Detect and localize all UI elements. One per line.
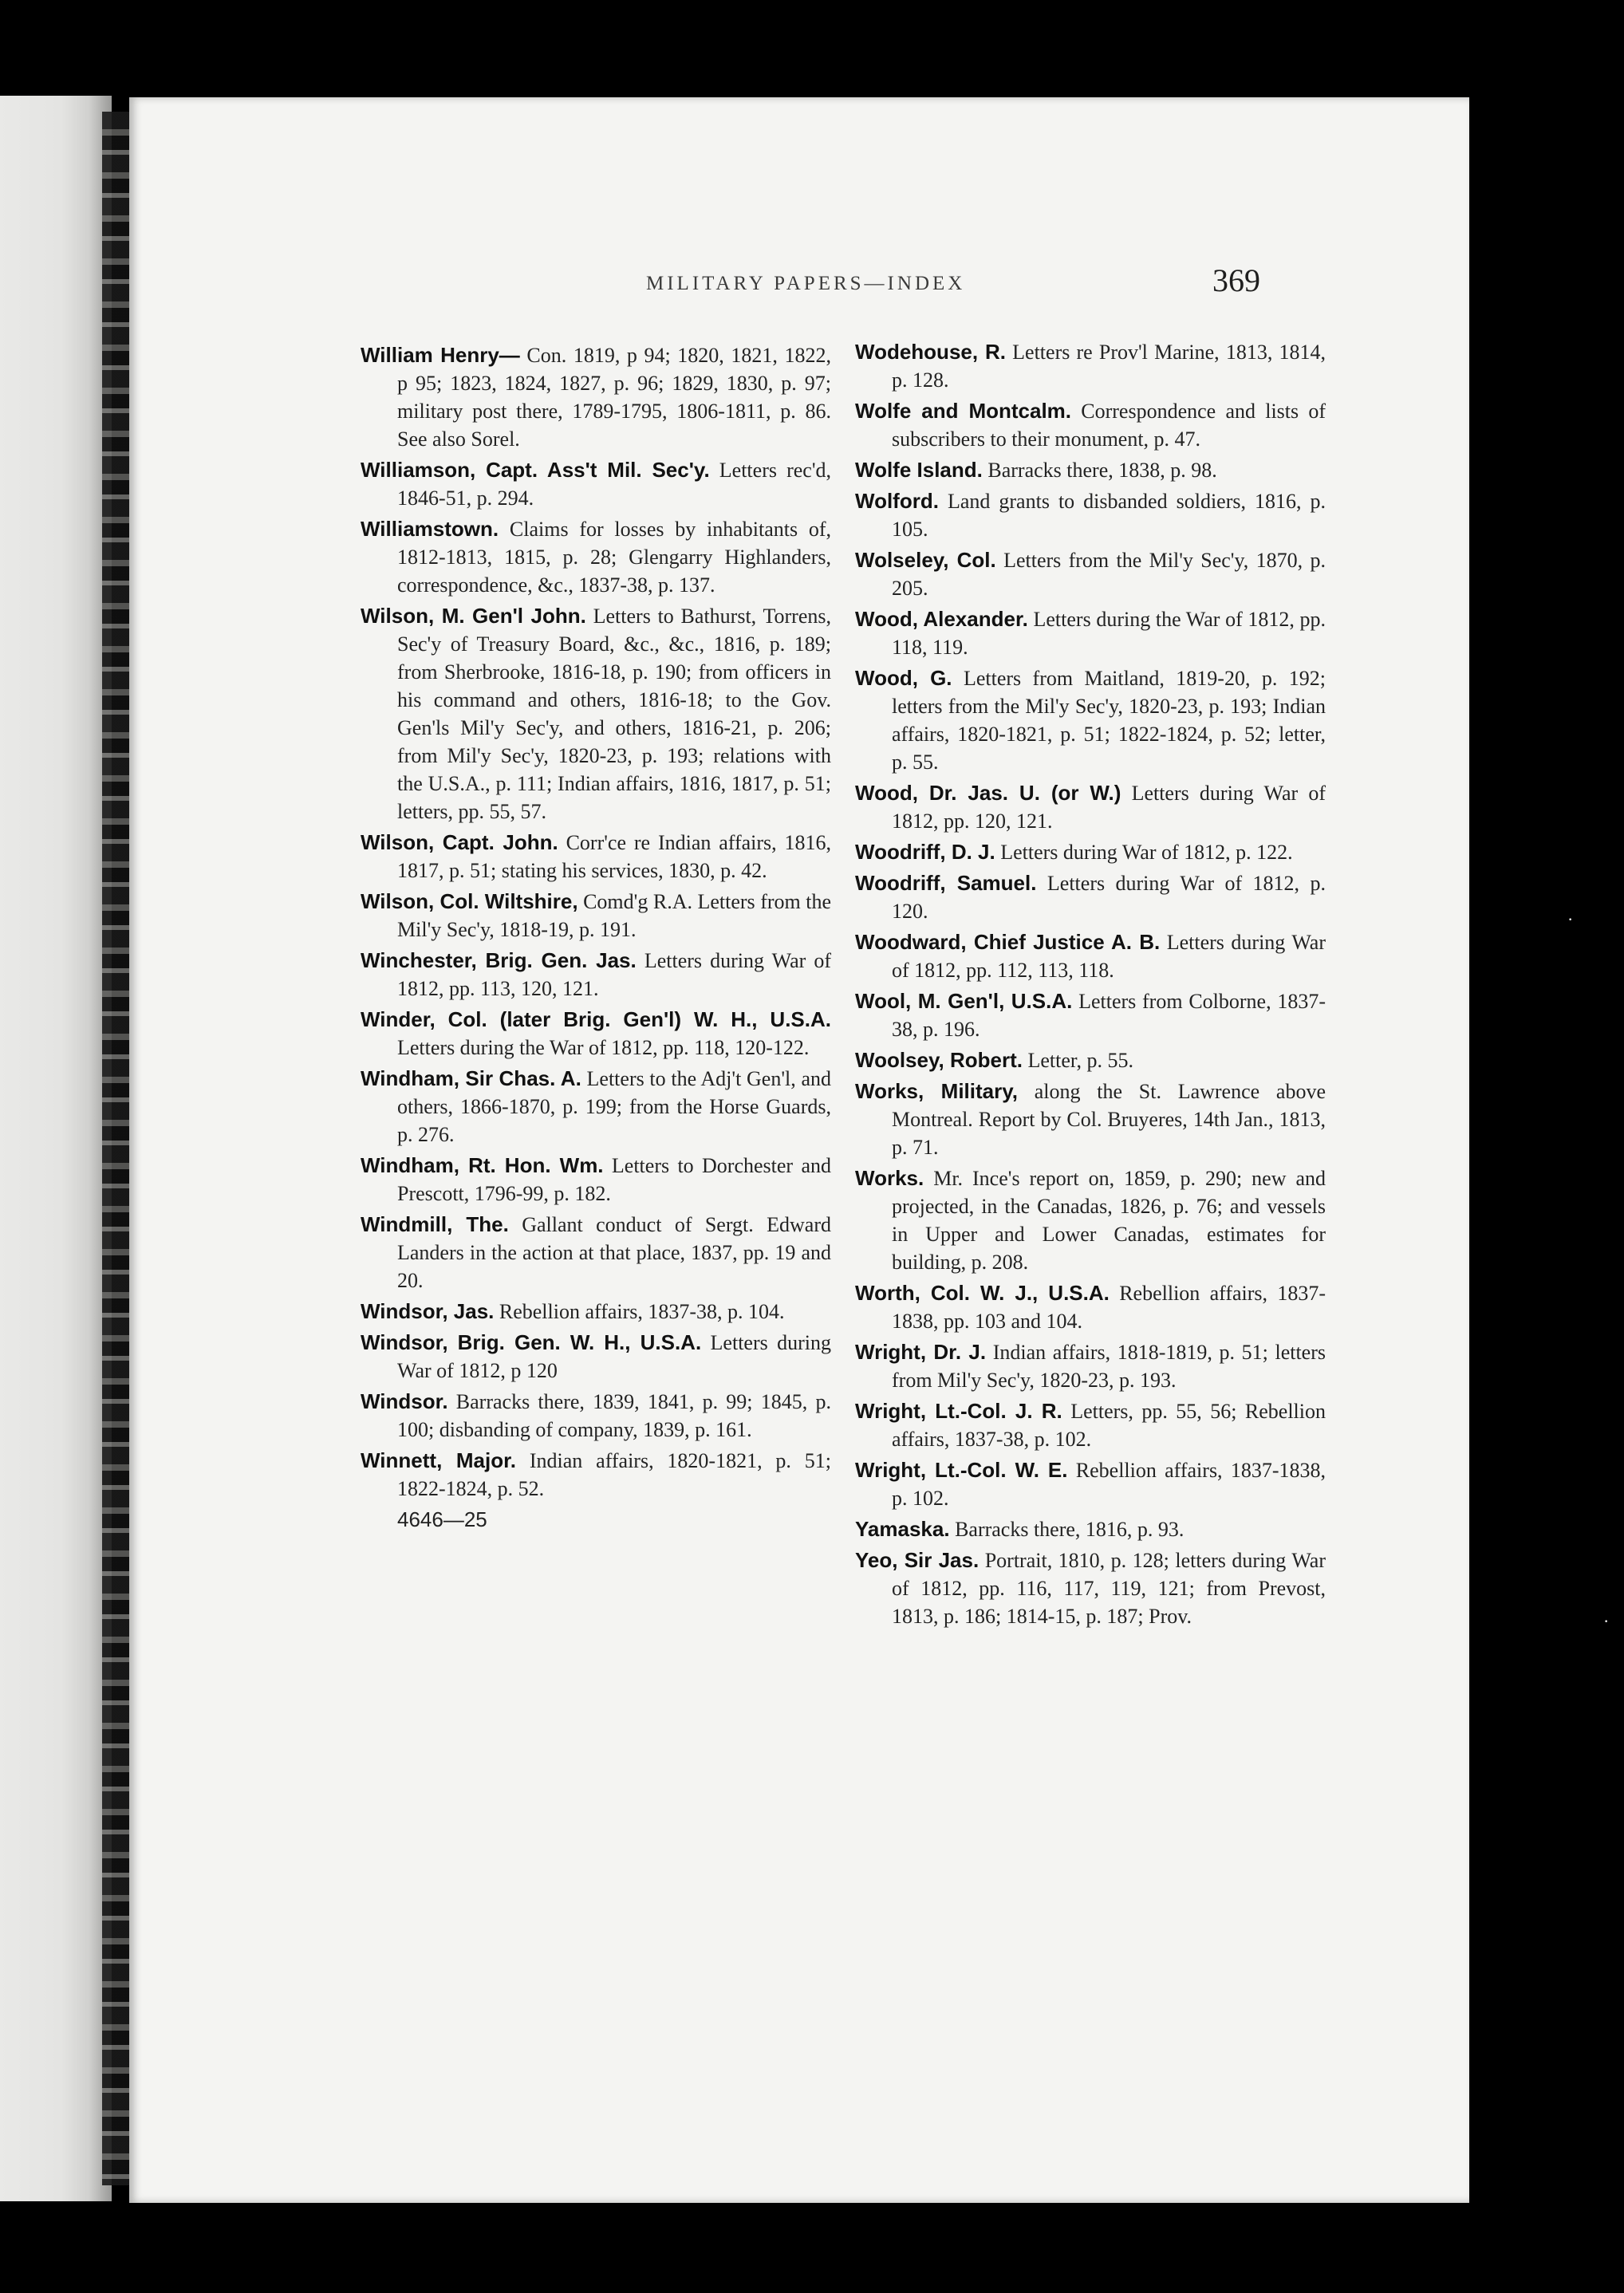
index-entry (361, 515, 831, 599)
entry-heading: Wilson, M. Gen'l John. (361, 604, 586, 628)
entry-text: Letters during the War of 1812, pp. 118, 119. (892, 608, 1326, 659)
entry-text: Rebellion affairs, 1837-1838, p. 102. (892, 1459, 1326, 1510)
entry-heading: Windham, Rt. Hon. Wm. (361, 1153, 604, 1177)
index-entry (855, 1046, 1326, 1074)
index-entry (855, 1078, 1326, 1161)
entry-heading: Winchester, Brig. Gen. Jas. (361, 948, 637, 972)
entry-text: Letters from the Mil'y Sec'y, 1870, p. 205. (892, 549, 1326, 600)
index-entry (361, 829, 831, 884)
entry-text: Letters during War of 1812, p. 120. (892, 872, 1326, 923)
entry-heading: Wright, Lt.-Col. W. E. (855, 1458, 1068, 1482)
entry-heading: Wolfe Island. (855, 458, 983, 482)
entry-text: Letters, pp. 55, 56; Rebellion affairs, 1837-38, p. 102. (892, 1400, 1326, 1451)
entry-heading: Wool, M. Gen'l, U.S.A. (855, 989, 1073, 1013)
scan-speck: · (1567, 909, 1574, 929)
entry-text: Letters to Bathurst, Torrens, Sec'y of Treasury Board, &c., &c., 1816, p. 189; from Sherbrooke, 1816-18, p. 190; from officers in his command and others, 1816-18; to the Gov. Gen'ls Mil'y Sec'y, and others, 1816-21, p. 206; from Mil'y Sec'y, 1820-23, p. 193; relations with the U.S.A., p. 111; Indian affairs, 1816, 1817, p. 51; letters, pp. 55, 57. (397, 605, 832, 823)
index-entry (855, 546, 1326, 602)
entry-heading: Yamaska. (855, 1517, 950, 1541)
entry-heading: Windsor, Brig. Gen. W. H., U.S.A. (361, 1330, 702, 1354)
entry-text: Letters rec'd, 1846-51, p. 294. (397, 459, 831, 510)
running-head: MILITARY PAPERS—INDEX (646, 273, 966, 294)
entry-text: Comd'g R.A. Letters from the Mil'y Sec'y, 1818-19, p. 191. (397, 890, 832, 941)
index-entry (855, 338, 1326, 394)
entry-text: Rebellion affairs, 1837-38, p. 104. (499, 1300, 785, 1323)
index-entry (361, 1298, 831, 1326)
entry-heading: Windmill, The. (361, 1212, 509, 1236)
entry-text: Portrait, 1810, p. 128; letters during War of 1812, pp. 116, 117, 119, 121; from Prevost, 1813, p. 186; 1814-15, p. 187; Prov. (892, 1549, 1326, 1628)
entry-text: Rebellion affairs, 1837-1838, pp. 103 and 104. (892, 1282, 1326, 1333)
entry-heading: Wolfe and Montcalm. (855, 399, 1072, 423)
entry-text: Barracks there, 1816, p. 93. (955, 1518, 1184, 1541)
entry-heading: Wilson, Col. Wiltshire, (361, 889, 578, 913)
index-entry (361, 1152, 831, 1208)
index-entry (855, 987, 1326, 1043)
entry-text: Letters during War of 1812, pp. 112, 113, 118. (892, 931, 1326, 982)
index-entry (855, 605, 1326, 661)
index-entry (855, 487, 1326, 543)
entry-text: Letters during War of 1812, p. 122. (1000, 841, 1293, 864)
entry-heading: Wright, Dr. J. (855, 1340, 987, 1364)
entry-heading: Winder, Col. (later Brig. Gen'l) W. H., U.S.A. (361, 1007, 831, 1031)
entry-text: Corr'ce re Indian affairs, 1816, 1817, p. 51; stating his services, 1830, p. 42. (397, 831, 832, 882)
entry-text: Barracks there, 1838, p. 98. (987, 459, 1217, 482)
index-entry (361, 1447, 831, 1503)
index-entry (855, 1515, 1326, 1543)
entry-text: Mr. Ince's report on, 1859, p. 290; new and projected, in the Canadas, 1826, p. 76; and vessels in Upper and Lower Canadas, estimates for building, p. 208. (892, 1167, 1326, 1274)
facing-page-edge (0, 96, 112, 2201)
entry-text: Land grants to disbanded soldiers, 1816, p. 105. (892, 490, 1326, 541)
index-entry (361, 341, 831, 453)
index-entry (855, 869, 1326, 925)
entry-heading: Wood, Alexander. (855, 607, 1028, 631)
entry-text: Letters during the War of 1812, pp. 118, 120-122. (397, 1036, 810, 1059)
entry-heading: Works, Military, (855, 1079, 1018, 1103)
entry-heading: Williamstown. (361, 517, 499, 541)
entry-heading: Wodehouse, R. (855, 340, 1006, 364)
entry-text: Con. 1819, p 94; 1820, 1821, 1822, p 95; 1823, 1824, 1827, p. 96; 1829, 1830, p. 97; military post there, 1789-1795, 1806-1811, p. 86. See also Sorel. (397, 344, 831, 451)
index-entry (361, 947, 831, 1003)
entry-text: Letters during War of 1812, p 120 (397, 1331, 831, 1382)
entry-heading: Wood, Dr. Jas. U. (or W.) (855, 781, 1121, 805)
index-entry (855, 779, 1326, 835)
index-entry (361, 1329, 831, 1385)
entry-heading: Windham, Sir Chas. A. (361, 1066, 581, 1090)
entry-heading: Worth, Col. W. J., U.S.A. (855, 1281, 1110, 1305)
entry-text: Indian affairs, 1818-1819, p. 51; letters from Mil'y Sec'y, 1820-23, p. 193. (892, 1341, 1326, 1392)
entry-heading: Winnett, Major. (361, 1448, 517, 1472)
index-entry (361, 1211, 831, 1294)
index-entry (361, 456, 831, 512)
book-spine (102, 112, 129, 2185)
index-entry (855, 928, 1326, 984)
entry-text: Letter, p. 55. (1027, 1049, 1133, 1072)
entry-text: Indian affairs, 1820-1821, p. 51; 1822-1824, p. 52. (397, 1449, 832, 1500)
entry-heading: Windsor. (361, 1389, 448, 1413)
index-entry (855, 1456, 1326, 1512)
entry-heading: Works. (855, 1166, 924, 1190)
entry-heading: Williamson, Capt. Ass't Mil. Sec'y. (361, 458, 710, 482)
scan-speck: · (1603, 1611, 1610, 1631)
index-entry (855, 456, 1326, 484)
index-entry (855, 1397, 1326, 1453)
entry-text: Gallant conduct of Sergt. Edward Landers in the action at that place, 1837, pp. 19 and 20. (397, 1213, 831, 1292)
entry-text: along the St. Lawrence above Montreal. Report by Col. Bruyeres, 14th Jan., 1813, p. 71. (892, 1080, 1326, 1159)
entry-text: Letters to Dorchester and Prescott, 1796-99, p. 182. (397, 1154, 831, 1205)
entry-heading: Wolseley, Col. (855, 548, 996, 572)
entry-text: Letters from Maitland, 1819-20, p. 192; letters from the Mil'y Sec'y, 1820-23, p. 193; Indian affairs, 1820-1821, p. 51; 1822-1824, p. 52; letter, p. 55. (892, 667, 1326, 774)
index-entry (361, 888, 831, 944)
entry-heading: Wolford. (855, 489, 939, 513)
entry-heading: Wilson, Capt. John. (361, 830, 558, 854)
entry-heading: Windsor, Jas. (361, 1299, 495, 1323)
index-entry (855, 397, 1326, 453)
index-entry (855, 1279, 1326, 1335)
page-number: 369 (1212, 262, 1260, 298)
index-entry (361, 1065, 831, 1148)
entry-text: Claims for losses by inhabitants of, 1812-1813, 1815, p. 28; Glengarry Highlanders, correspondence, &c., 1837-38, p. 137. (397, 518, 832, 597)
index-entry (361, 602, 831, 825)
entry-text: Letters to the Adj't Gen'l, and others, 1866-1870, p. 199; from the Horse Guards, p. 276. (397, 1067, 831, 1146)
entry-text: Letters during War of 1812, pp. 113, 120, 121. (397, 949, 832, 1000)
entry-heading: Wood, G. (855, 666, 952, 690)
index-entry (361, 1006, 831, 1062)
entry-heading: Woodward, Chief Justice A. B. (855, 930, 1161, 954)
entry-heading: Yeo, Sir Jas. (855, 1548, 980, 1572)
entry-heading: William Henry— (361, 343, 520, 367)
index-entry (855, 838, 1326, 866)
entry-text: Letters re Prov'l Marine, 1813, 1814, p. 128. (892, 341, 1326, 392)
entry-heading: Woodriff, D. J. (855, 840, 995, 864)
entry-heading: Woolsey, Robert. (855, 1048, 1023, 1072)
entry-text: Letters during War of 1812, pp. 120, 121. (892, 782, 1326, 833)
entry-heading: Woodriff, Samuel. (855, 871, 1037, 895)
signature-mark: 4646—25 (397, 1507, 487, 1531)
entry-heading: Wright, Lt.-Col. J. R. (855, 1399, 1062, 1423)
index-entry (855, 1164, 1326, 1276)
entry-text: Letters from Colborne, 1837-38, p. 196. (892, 990, 1326, 1041)
entry-text: Barracks there, 1839, 1841, p. 99; 1845, p. 100; disbanding of company, 1839, p. 161. (397, 1390, 831, 1441)
index-column-right (855, 338, 1326, 1633)
index-entry (855, 664, 1326, 776)
entry-text: Correspondence and lists of subscribers to their monument, p. 47. (892, 400, 1326, 451)
index-entry (361, 1388, 831, 1444)
index-entry (855, 1338, 1326, 1394)
index-column-left (361, 341, 831, 1534)
index-entry (855, 1546, 1326, 1630)
